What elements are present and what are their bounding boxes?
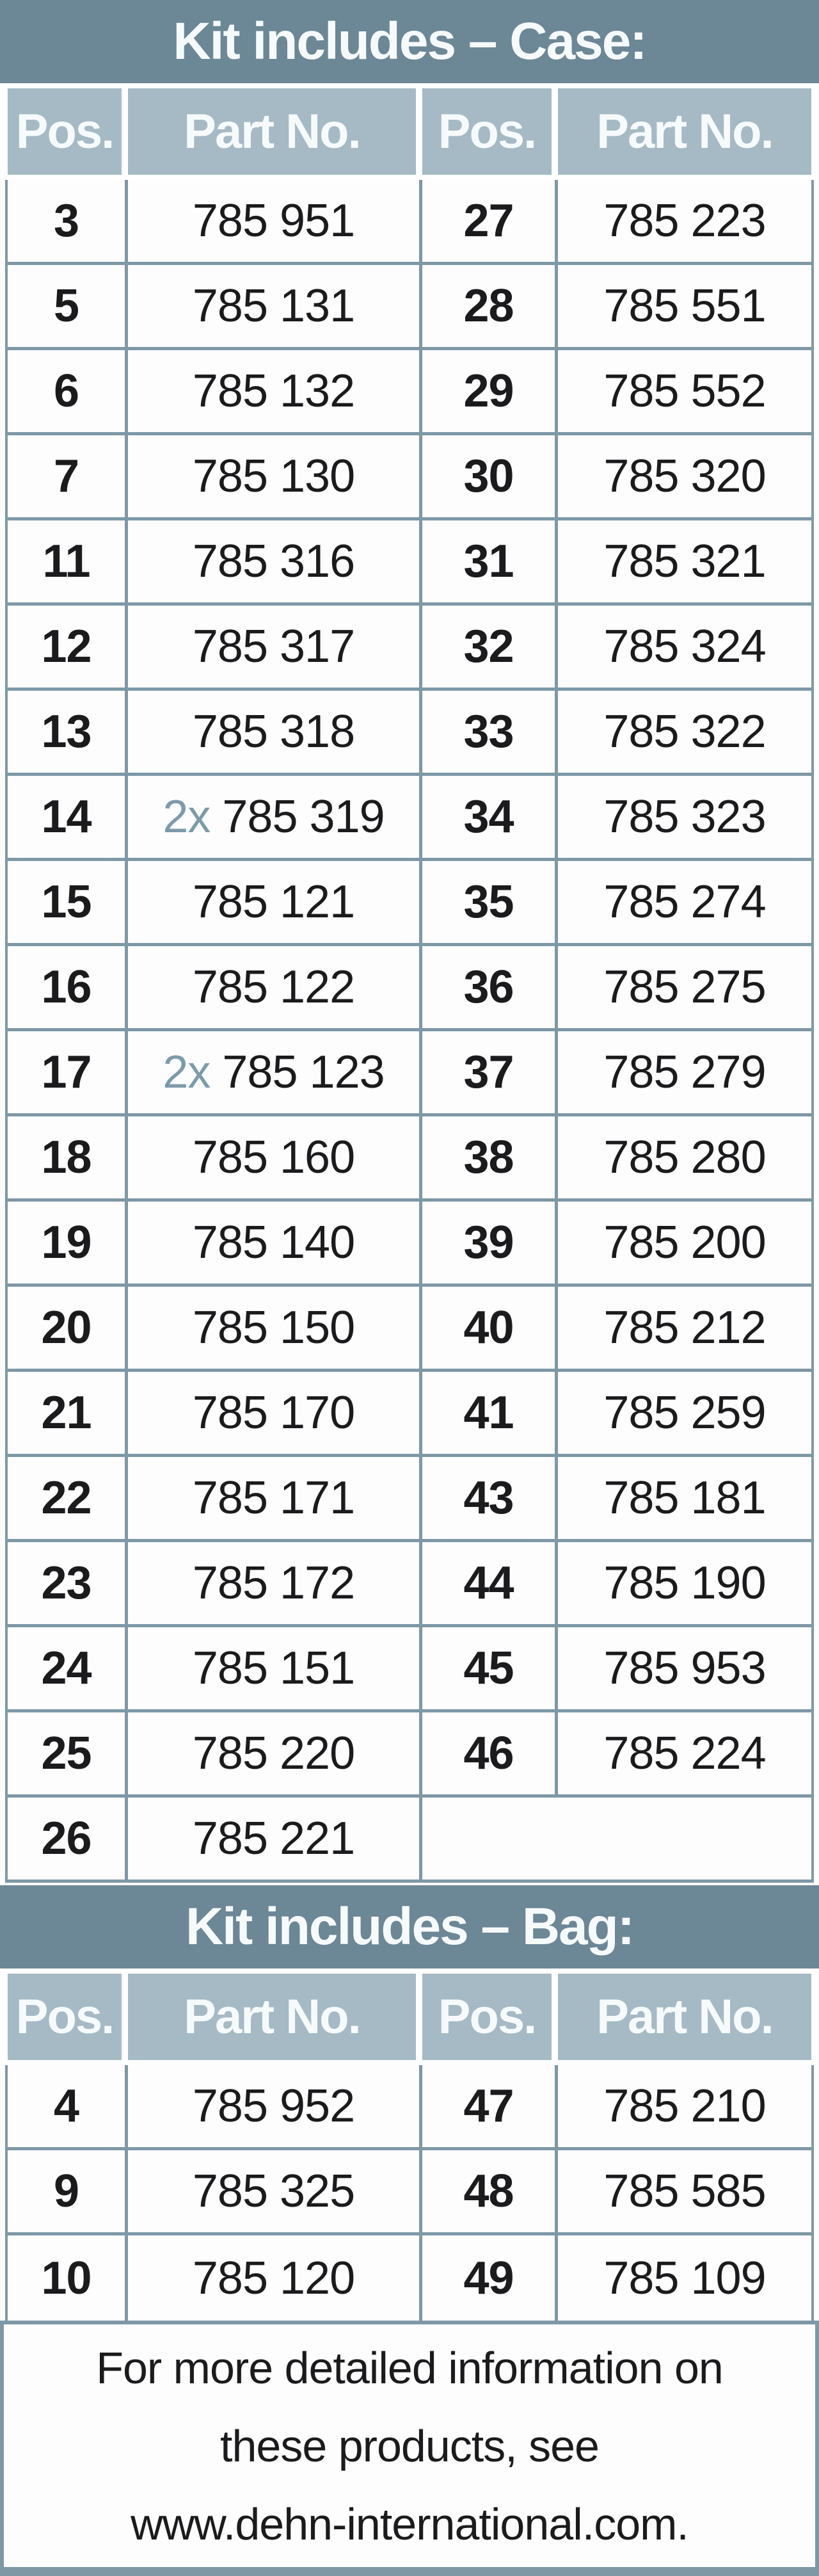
pos-cell: 14	[8, 776, 128, 861]
pos-cell: 26	[8, 1798, 128, 1883]
pos-cell: 13	[8, 691, 128, 776]
pos-cell: 35	[422, 861, 558, 946]
part-no-cell: 785 122	[128, 946, 422, 1031]
bag-section-title-bar	[0, 1885, 819, 1968]
bag-section-title: Kit includes – Bag:	[185, 1897, 634, 1956]
part-no-cell: 785 953	[558, 1627, 811, 1712]
case-table-row	[8, 265, 811, 350]
part-no-cell: 785 320	[558, 435, 811, 520]
part-no-cell: 785 585	[558, 2150, 811, 2235]
case-col-header-pos-left: Pos.	[8, 88, 128, 175]
pos-cell: 4	[8, 2065, 128, 2150]
pos-cell: 39	[422, 1202, 558, 1287]
part-no-cell: 785 275	[558, 946, 811, 1031]
part-no-cell: 785 280	[558, 1116, 811, 1202]
part-no-cell: 785 120	[128, 2235, 422, 2321]
pos-cell: 6	[8, 350, 128, 435]
pos-cell: 27	[422, 180, 558, 265]
pos-cell: 11	[8, 520, 128, 606]
pos-cell: 25	[8, 1712, 128, 1798]
pos-cell: 22	[8, 1457, 128, 1542]
case-col-header-part-left: Part No.	[128, 88, 422, 175]
case-table-row	[8, 776, 811, 861]
case-table-row	[8, 1116, 811, 1202]
case-table-row	[8, 606, 811, 691]
quantity-prefix: 2x	[163, 1047, 223, 1098]
pos-cell: 49	[422, 2235, 558, 2321]
part-no-cell: 785 316	[128, 520, 422, 606]
part-no-cell: 785 220	[128, 1712, 422, 1798]
part-no-cell: 785 325	[128, 2150, 422, 2235]
pos-cell: 9	[8, 2150, 128, 2235]
part-no-cell: 785 131	[128, 265, 422, 350]
part-no-cell: 2x 785 319	[128, 776, 422, 861]
pos-cell: 44	[422, 1542, 558, 1627]
case-table-row	[8, 1627, 811, 1712]
part-no-cell: 785 321	[558, 520, 811, 606]
part-no-cell: 785 324	[558, 606, 811, 691]
pos-cell: 24	[8, 1627, 128, 1712]
part-no-cell: 785 160	[128, 1116, 422, 1202]
part-no-cell: 785 952	[128, 2065, 422, 2150]
bag-col-header-part-left: Part No.	[128, 1974, 422, 2060]
pos-cell: 17	[8, 1031, 128, 1116]
case-table-row	[8, 1712, 811, 1798]
case-table-row	[8, 435, 811, 520]
part-no-cell: 785 140	[128, 1202, 422, 1287]
pos-cell: 36	[422, 946, 558, 1031]
part-no-cell: 785 121	[128, 861, 422, 946]
pos-cell: 12	[8, 606, 128, 691]
pos-cell: 10	[8, 2235, 128, 2321]
case-table-row	[8, 1287, 811, 1372]
part-no-cell: 785 223	[558, 180, 811, 265]
part-no-cell: 785 323	[558, 776, 811, 861]
bag-table-row	[8, 2150, 811, 2235]
pos-cell: 45	[422, 1627, 558, 1712]
case-table-row	[8, 946, 811, 1031]
part-no-cell: 785 318	[128, 691, 422, 776]
pos-cell: 33	[422, 691, 558, 776]
part-no-cell: 785 181	[558, 1457, 811, 1542]
part-no-cell: 785 200	[558, 1202, 811, 1287]
part-no-cell: 785 210	[558, 2065, 811, 2150]
case-table-body	[5, 180, 814, 1883]
case-table-header-row	[8, 88, 811, 175]
part-no-cell: 785 224	[558, 1712, 811, 1798]
pos-cell: 34	[422, 776, 558, 861]
bag-table-row	[8, 2235, 811, 2321]
bag-col-header-pos-right: Pos.	[422, 1974, 558, 2060]
part-no-cell: 785 171	[128, 1457, 422, 1542]
pos-cell: 23	[8, 1542, 128, 1627]
part-no-cell: 785 170	[128, 1372, 422, 1457]
footer-line-1: For more detailed information on	[96, 2342, 723, 2393]
part-no-cell: 785 190	[558, 1542, 811, 1627]
pos-cell: 31	[422, 520, 558, 606]
pos-cell: 40	[422, 1287, 558, 1372]
part-no-cell: 785 172	[128, 1542, 422, 1627]
part-no-cell: 785 130	[128, 435, 422, 520]
case-section-title-bar	[0, 0, 819, 83]
bag-col-header-pos-left: Pos.	[8, 1974, 128, 2060]
bag-col-header-part-right: Part No.	[558, 1974, 811, 2060]
pos-cell: 18	[8, 1116, 128, 1202]
part-no-cell: 785 317	[128, 606, 422, 691]
pos-cell: 43	[422, 1457, 558, 1542]
pos-cell: 46	[422, 1712, 558, 1798]
part-no-cell: 785 259	[558, 1372, 811, 1457]
case-col-header-pos-right: Pos.	[422, 88, 558, 175]
pos-cell: 37	[422, 1031, 558, 1116]
pos-cell: 19	[8, 1202, 128, 1287]
footer-line-2: these products, see	[220, 2420, 599, 2471]
part-no-cell: 785 109	[558, 2235, 811, 2321]
case-table-row	[8, 861, 811, 946]
pos-cell: 16	[8, 946, 128, 1031]
part-no-cell: 785 150	[128, 1287, 422, 1372]
pos-cell: 32	[422, 606, 558, 691]
empty-cell	[422, 1798, 811, 1883]
pos-cell: 47	[422, 2065, 558, 2150]
pos-cell: 20	[8, 1287, 128, 1372]
case-table-row	[8, 520, 811, 606]
footer-note	[0, 2321, 819, 2576]
pos-cell: 7	[8, 435, 128, 520]
pos-cell: 21	[8, 1372, 128, 1457]
part-no-cell: 785 221	[128, 1798, 422, 1883]
case-table-row	[8, 1202, 811, 1287]
part-no-cell: 2x 785 123	[128, 1031, 422, 1116]
part-no-cell: 785 151	[128, 1627, 422, 1712]
case-table-row	[8, 1542, 811, 1627]
part-no-cell: 785 322	[558, 691, 811, 776]
footer-website-text: www.dehn-international.com.	[131, 2499, 688, 2549]
case-table-row	[8, 691, 811, 776]
part-no-cell: 785 552	[558, 350, 811, 435]
part-no-cell: 785 551	[558, 265, 811, 350]
case-table-row	[8, 180, 811, 265]
bag-table-row	[8, 2065, 811, 2150]
pos-cell: 5	[8, 265, 128, 350]
case-table-row	[8, 350, 811, 435]
pos-cell: 38	[422, 1116, 558, 1202]
pos-cell: 29	[422, 350, 558, 435]
case-table-row	[8, 1372, 811, 1457]
pos-cell: 28	[422, 265, 558, 350]
quantity-prefix: 2x	[163, 791, 223, 842]
pos-cell: 48	[422, 2150, 558, 2235]
part-no-cell: 785 274	[558, 861, 811, 946]
pos-cell: 3	[8, 180, 128, 265]
bag-table-header-row	[8, 1974, 811, 2060]
case-section-title: Kit includes – Case:	[173, 12, 646, 70]
part-no-cell: 785 279	[558, 1031, 811, 1116]
case-col-header-part-right: Part No.	[558, 88, 811, 175]
part-no-cell: 785 132	[128, 350, 422, 435]
case-table-row	[8, 1457, 811, 1542]
pos-cell: 41	[422, 1372, 558, 1457]
pos-cell: 30	[422, 435, 558, 520]
part-no-cell: 785 951	[128, 180, 422, 265]
case-table-row	[8, 1031, 811, 1116]
case-table-row	[8, 1798, 811, 1883]
pos-cell: 15	[8, 861, 128, 946]
part-no-cell: 785 212	[558, 1287, 811, 1372]
bag-table-body	[5, 2065, 814, 2321]
